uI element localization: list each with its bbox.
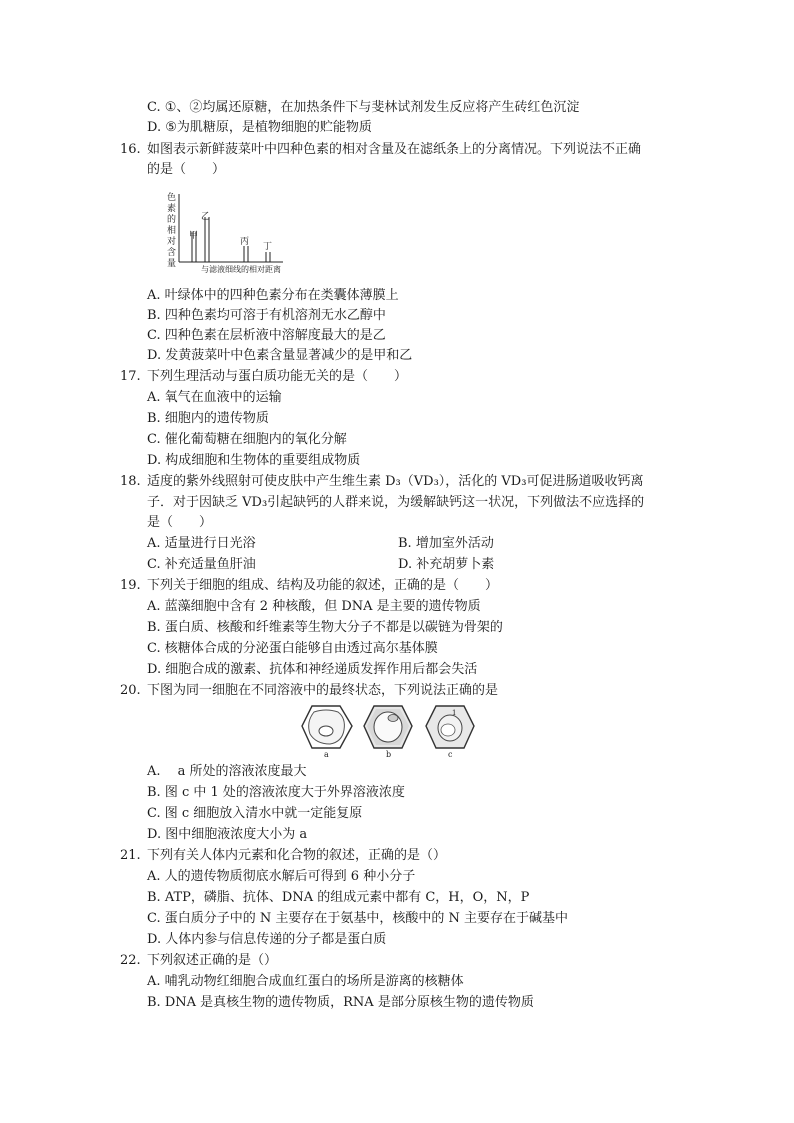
question-number: 22.	[120, 953, 141, 968]
y-axis-label	[167, 191, 176, 269]
cell-label-b: b	[386, 750, 392, 759]
option-a: A. 适量进行日光浴	[147, 536, 256, 551]
option-a: A. 蓝藻细胞中含有 2 种核酸，但 DNA 是主要的遗传物质	[147, 599, 481, 614]
question-stem: 下图为同一细胞在不同溶液中的最终状态，下列说法正确的是	[147, 683, 499, 698]
option-c: C. 核糖体合成的分泌蛋白能够自由透过高尔基体膜	[147, 641, 438, 656]
option-d: D. 图中细胞液浓度大小为 a	[147, 827, 308, 842]
question-stem: 适度的紫外线照射可使皮肤中产生维生素 D₃（VD₃），活化的 VD₃可促进肠道吸收钙离	[147, 474, 644, 489]
option-b: B. DNA 是真核生物的遗传物质，RNA 是部分原核生物的遗传物质	[147, 995, 534, 1010]
question-number: 19.	[120, 578, 141, 593]
question-number: 21.	[120, 848, 141, 863]
option-c: C. 催化葡萄糖在细胞内的氧化分解	[147, 432, 347, 447]
question-number: 20.	[120, 683, 141, 698]
bar-label-jia: 甲	[189, 231, 199, 241]
question-stem: 下列关于细胞的组成、结构及功能的叙述，正确的是（ ）	[147, 578, 499, 593]
question-number: 16.	[120, 142, 141, 157]
pigment-chart	[165, 188, 310, 276]
y-label-char: 对	[167, 237, 177, 247]
option-c: C. 补充适量鱼肝油	[147, 557, 256, 572]
question-stem: 子．对于因缺乏 VD₃引起缺钙的人群来说，为缓解缺钙这一状况，下列做法不应选择的	[147, 495, 645, 510]
cell-c	[426, 706, 474, 759]
option-d: D. 细胞合成的激素、抗体和神经递质发挥作用后都会失活	[147, 662, 478, 677]
option-a: A. 哺乳动物红细胞合成血红蛋白的场所是游离的核糖体	[147, 974, 464, 989]
cell-label-c: c	[448, 750, 453, 759]
option-b: B. ATP，磷脂、抗体、DNA 的组成元素中都有 C，H，O，N，P	[147, 890, 530, 905]
option-b: B. 蛋白质、核酸和纤维素等生物大分子不都是以碳链为骨架的	[147, 620, 503, 635]
question-number: 18.	[120, 474, 141, 489]
cell-a	[302, 706, 352, 759]
question-stem: 是（ ）	[147, 515, 213, 530]
cell-diagram	[300, 704, 482, 760]
option-d: D. 构成细胞和生物体的重要组成物质	[147, 453, 361, 468]
option-c: C. ①、②均属还原糖，在加热条件下与斐林试剂发生反应将产生砖红色沉淀	[147, 100, 580, 115]
option-a: A. 叶绿体中的四种色素分布在类囊体薄膜上	[147, 288, 399, 303]
question-stem: 下列叙述正确的是（）	[147, 953, 278, 968]
option-a: A. a 所处的溶液浓度最大	[147, 764, 307, 779]
option-a: A. 氧气在血液中的运输	[147, 390, 282, 405]
option-d: D. 人体内参与信息传递的分子都是蛋白质	[147, 932, 387, 947]
bar-label-ding: 丁	[263, 242, 273, 252]
option-b: B. 图 c 中 1 处的溶液浓度大于外界溶液浓度	[147, 785, 405, 800]
y-label-char: 素	[167, 204, 177, 214]
option-c: C. 蛋白质分子中的 N 主要存在于氨基中，核酸中的 N 主要存在于碱基中	[147, 911, 569, 926]
question-stem: 如图表示新鲜菠菜叶中四种色素的相对含量及在滤纸条上的分离情况。下列说法不正确	[147, 142, 642, 157]
option-c: C. 四种色素在层析液中溶解度最大的是乙	[147, 328, 386, 343]
question-number: 17.	[120, 369, 141, 384]
option-b: B. 四种色素均可溶于有机溶剂无水乙醇中	[147, 308, 386, 323]
question-stem: 下列有关人体内元素和化合物的叙述，正确的是（）	[147, 848, 447, 863]
y-label-char: 含	[167, 248, 177, 258]
cell-label-a: a	[324, 750, 329, 759]
mark-1: 1	[452, 709, 457, 717]
x-axis-label: 与滤液细线的相对距离	[201, 265, 281, 274]
option-c: C. 图 c 细胞放入清水中就一定能复原	[147, 806, 363, 821]
y-label-char: 量	[167, 259, 177, 269]
option-d: D. 发黄菠菜叶中色素含量显著减少的是甲和乙	[147, 348, 413, 363]
option-b: B. 细胞内的遗传物质	[147, 411, 269, 426]
y-label-char: 的	[167, 215, 177, 225]
question-stem: 的是（ ）	[147, 162, 226, 177]
bar-label-yi: 乙	[201, 212, 211, 222]
bar-label-bing: 丙	[240, 237, 250, 247]
y-label-char: 相	[167, 226, 177, 236]
question-stem: 下列生理活动与蛋白质功能无关的是（ ）	[147, 369, 408, 384]
option-d: D. ⑤为肌糖原，是植物细胞的贮能物质	[147, 120, 372, 135]
cell-b	[364, 706, 412, 759]
option-a: A. 人的遗传物质彻底水解后可得到 6 种小分子	[147, 869, 416, 884]
y-label-char: 色	[167, 193, 177, 203]
option-d: D. 补充胡萝卜素	[398, 557, 495, 572]
option-b: B. 增加室外活动	[398, 536, 494, 551]
